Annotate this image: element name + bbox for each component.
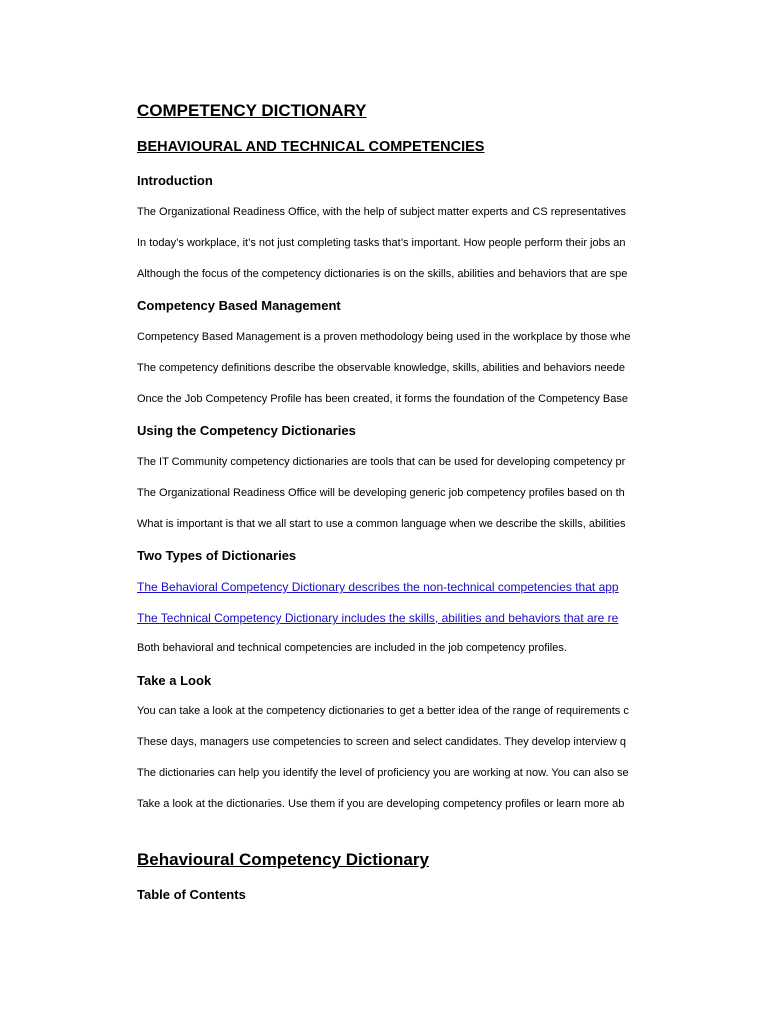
section-heading-competency-based-management: Competency Based Management — [137, 298, 341, 313]
paragraph: Once the Job Competency Profile has been created, it forms the foundation of the Competency Base — [137, 393, 629, 405]
paragraph: Both behavioral and technical competencies are included in the job competency profiles. — [137, 642, 567, 654]
section-heading-introduction: Introduction — [137, 173, 213, 188]
paragraph: You can take a look at the competency dictionaries to get a better idea of the range of requirements c — [137, 705, 629, 717]
paragraph: What is important is that we all start to use a common language when we describe the skills, abilities — [137, 518, 626, 530]
paragraph: The Organizational Readiness Office, with the help of subject matter experts and CS representatives — [137, 206, 626, 218]
paragraph: In today’s workplace, it’s not just completing tasks that’s important. How people perform their jobs an — [137, 237, 626, 249]
paragraph: Although the focus of the competency dictionaries is on the skills, abilities and behaviors that are spe — [137, 268, 628, 280]
paragraph: The IT Community competency dictionaries are tools that can be used for developing competency pr — [137, 456, 626, 468]
section-heading-using-dictionaries: Using the Competency Dictionaries — [137, 423, 356, 438]
document-subtitle: BEHAVIOURAL AND TECHNICAL COMPETENCIES — [137, 139, 485, 155]
paragraph: The Organizational Readiness Office will be developing generic job competency profiles based on th — [137, 487, 625, 499]
paragraph: The dictionaries can help you identify the level of proficiency you are working at now. You can also se — [137, 767, 629, 779]
technical-dictionary-link[interactable]: The Technical Competency Dictionary includes the skills, abilities and behaviors that are re — [137, 611, 619, 625]
paragraph: These days, managers use competencies to screen and select candidates. They develop interview q — [137, 736, 626, 748]
paragraph: Take a look at the dictionaries. Use them if you are developing competency profiles or learn more ab — [137, 798, 625, 810]
behavioural-dictionary-heading: Behavioural Competency Dictionary — [137, 850, 429, 869]
paragraph: The competency definitions describe the observable knowledge, skills, abilities and behaviors neede — [137, 362, 625, 374]
document-page — [137, 0, 654, 1024]
document-title: COMPETENCY DICTIONARY — [137, 101, 367, 120]
table-of-contents-heading: Table of Contents — [137, 887, 246, 902]
paragraph: Competency Based Management is a proven methodology being used in the workplace by those whe — [137, 331, 631, 343]
behavioral-dictionary-link[interactable]: The Behavioral Competency Dictionary describes the non-technical competencies that app — [137, 580, 619, 594]
section-heading-take-a-look: Take a Look — [137, 673, 212, 688]
section-heading-two-types: Two Types of Dictionaries — [137, 548, 297, 563]
